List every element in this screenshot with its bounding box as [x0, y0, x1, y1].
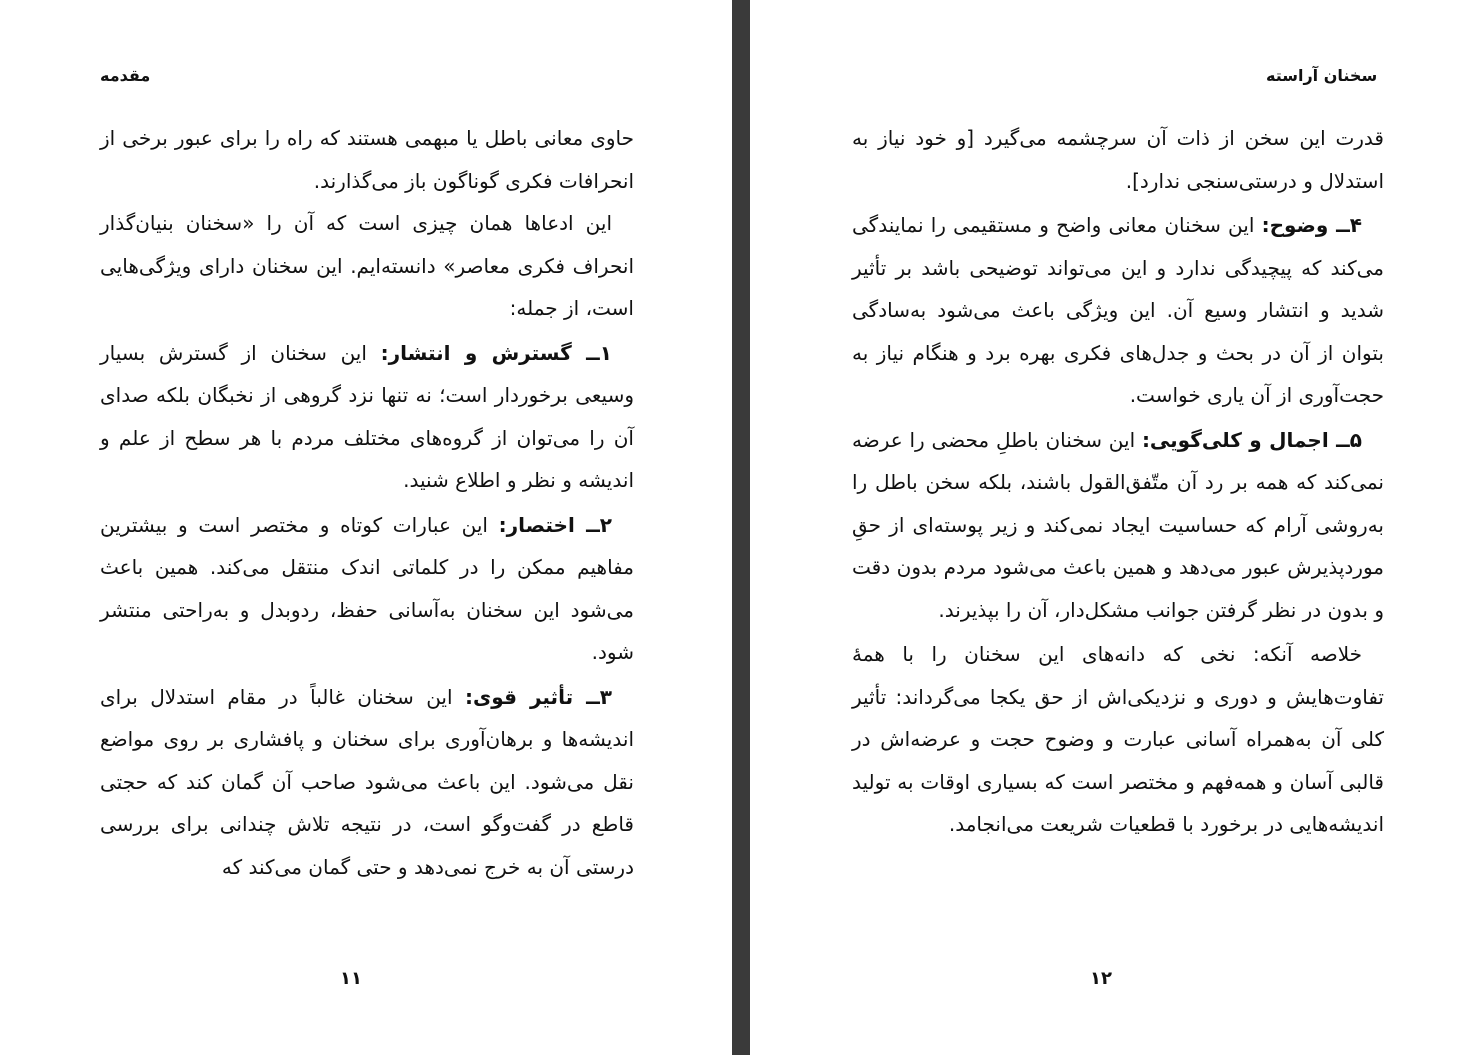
page-number: ۱۲: [1090, 968, 1112, 989]
item-text: این سخنان معانی واضح و مستقیمی را نمایندگی می‌کند که پیچیدگی ندارد و این می‌تواند توضیحی باشد بر تأثیر شدید و انتشار وسیع آن. این ویژگی باعث می‌شود به‌سادگی بتوان از آن در بحث و جدل‌های فکری بهره برد و هنگام نیاز به حجت‌آوری از آن یاری خواست.: [852, 213, 1384, 407]
page-body: [100, 117, 634, 888]
page-gutter: [732, 0, 750, 1055]
list-item: [100, 676, 634, 889]
summary-paragraph: خلاصه آنکه: نخی که دانه‌های این سخنان را با همهٔ تفاوت‌هایش و دوری و نزدیکی‌اش از حق یکجا می‌گرداند: تأثیر کلی آن به‌همراه آسانی عبارت و وضوح حجت و عرضه‌اش در قالبی آسان و همه‌فهم و مختصر است که بسیاری اوقات به تولید اندیشه‌هایی در برخورد با قطعیات شریعت می‌انجامد.: [852, 642, 1384, 836]
running-head: مقدمه: [100, 66, 151, 85]
item-text: این عبارات کوتاه و مختصر است و بیشترین مفاهیم ممکن را در کلماتی اندک منتقل می‌کند. همین باعث می‌شود این سخنان به‌آسانی حفظ، ردوبدل و به‌راحتی منتشر شود.: [100, 512, 634, 664]
paragraph: حاوی معانی باطل یا مبهمی هستند که راه را برای عبور برخی از انحرافات فکری گوناگون باز می‌گذارند.: [100, 126, 634, 193]
list-item: [100, 332, 634, 502]
list-item: [852, 419, 1384, 632]
left-page: [0, 0, 732, 1055]
page-body: [852, 117, 1384, 846]
right-page: [750, 0, 1482, 1055]
item-label: ۲ــ اختصار:: [498, 512, 612, 537]
page-number: ۱۱: [340, 968, 362, 989]
item-label: ۳ــ تأثیر قوی:: [464, 684, 612, 709]
paragraph: این ادعاها همان چیزی است که آن را «سخنان بنیان‌گذار انحراف فکری معاصر» دانسته‌ایم. این سخنان دارای ویژگی‌هایی است، از جمله:: [100, 211, 634, 320]
item-text: این سخنان غالباً در مقام استدلال برای اندیشه‌ها و برهان‌آوری برای سخنان و پافشاری بر روی مواضع نقل می‌شود. این باعث می‌شود صاحب آن گمان کند که حجتی قاطع در گفت‌وگو است، در نتیجه تلاش چندانی برای بررسی درستی آن به خرج نمی‌دهد و حتی گمان می‌کند که: [100, 684, 634, 879]
list-item: [852, 204, 1384, 417]
item-text: این سخنان باطلِ محضی را عرضه نمی‌کند که همه بر رد آن متّفق‌القول باشند، بلکه سخن باطل را به‌روشی آرام که حساسیت ایجاد نمی‌کند و زیر پوسته‌ای از حقِ موردپذیرش عبور می‌دهد و همین باعث می‌شود مردم بدون دقت و بدون در نظر گرفتن جوانب مشکل‌دار، آن را بپذیرند.: [852, 427, 1384, 622]
item-label: ۱ــ گسترش و انتشار:: [380, 340, 612, 365]
item-label: ۵ــ اجمال و کلی‌گویی:: [1141, 427, 1362, 452]
paragraph: قدرت این سخن از ذات آن سرچشمه می‌گیرد [و خود نیاز به استدلال و درستی‌سنجی ندارد].: [852, 126, 1384, 193]
running-head: سخنان آراسته: [1266, 66, 1378, 85]
item-label: ۴ــ وضوح:: [1261, 213, 1362, 237]
list-item: [100, 504, 634, 674]
item-text: این سخنان از گسترش بسیار وسیعی برخوردار است؛ نه تنها نزد گروهی از نخبگان بلکه صدای آن را می‌توان از گروه‌های مختلف مردم با هر سطح از علم و اندیشه و نظر و اطلاع شنید.: [100, 340, 634, 492]
